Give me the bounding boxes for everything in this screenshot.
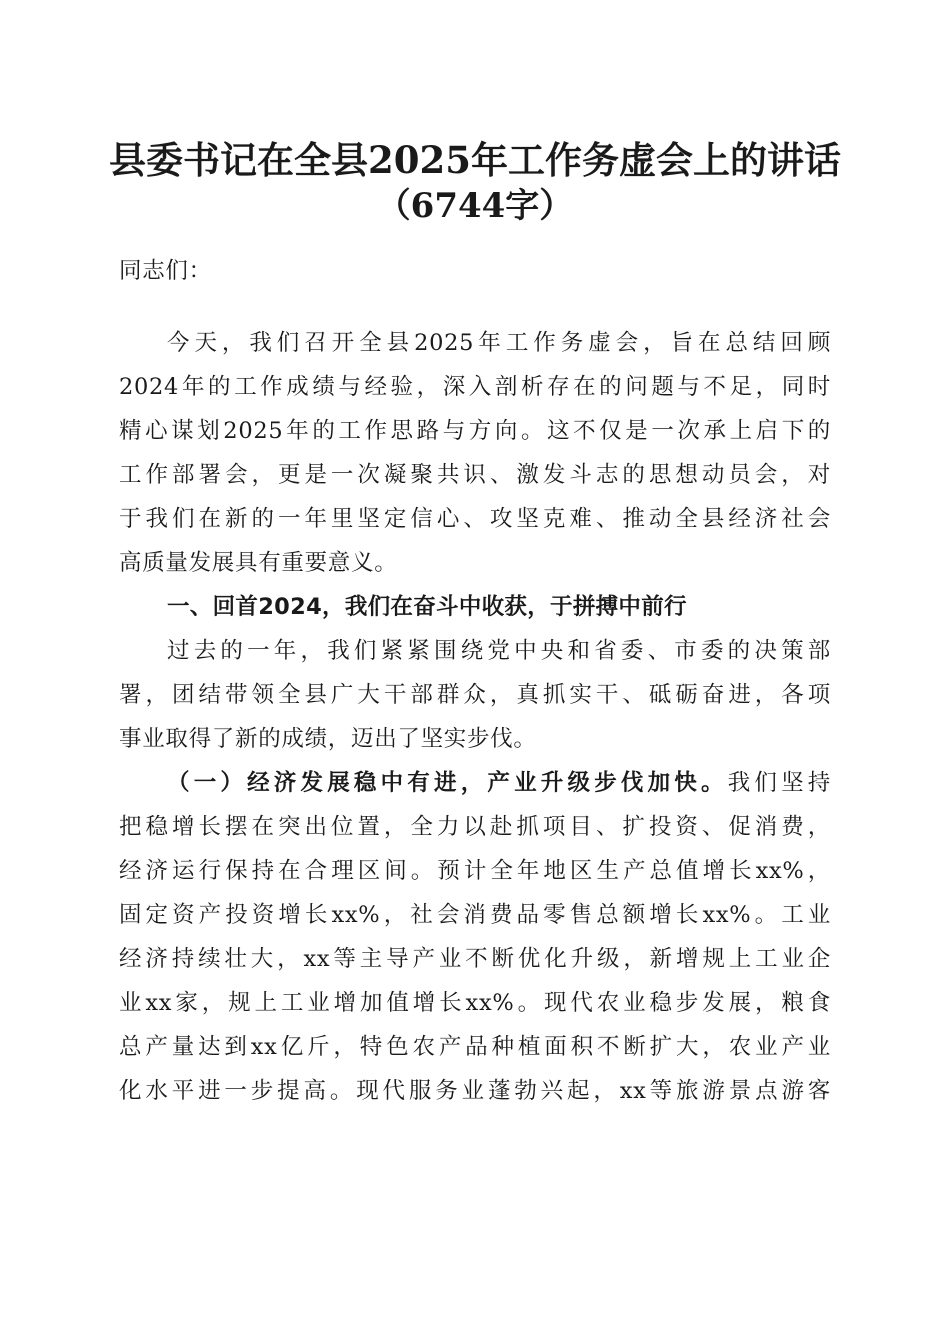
subsection-text: 我们坚持 bbox=[727, 770, 831, 796]
subsection-line bbox=[167, 766, 831, 800]
paragraph-line: 于我们在新的一年里坚定信心、攻坚克难、推动全县经济社会 bbox=[119, 506, 831, 532]
paragraph-line: 经济持续壮大，xx等主导产业不断优化升级，新增规上工业企 bbox=[119, 946, 831, 972]
paragraph-line: 署，团结带领全县广大干部群众，真抓实干、砥砺奋进，各项 bbox=[119, 682, 831, 708]
paragraph-line: 经济运行保持在合理区间。预计全年地区生产总值增长xx%， bbox=[119, 858, 831, 884]
paragraph-line: 今天，我们召开全县2025年工作务虚会，旨在总结回顾 bbox=[167, 330, 831, 356]
paragraph-line: 化水平进一步提高。现代服务业蓬勃兴起，xx等旅游景点游客 bbox=[119, 1078, 831, 1104]
salutation: 同志们： bbox=[119, 258, 212, 284]
paragraph-line: 总产量达到xx亿斤，特色农产品种植面积不断扩大，农业产业 bbox=[119, 1034, 831, 1060]
paragraph-line: 业xx家，规上工业增加值增长xx%。现代农业稳步发展，粮食 bbox=[119, 990, 831, 1016]
section-heading: 一、回首2024，我们在奋斗中收获，于拼搏中前行 bbox=[167, 594, 687, 620]
paragraph-line: 精心谋划2025年的工作思路与方向。这不仅是一次承上启下的 bbox=[119, 418, 831, 444]
document-title: 县委书记在全县2025年工作务虚会上的讲话 bbox=[109, 138, 841, 182]
paragraph-line: 高质量发展具有重要意义。 bbox=[119, 550, 398, 576]
paragraph-line: 工作部署会，更是一次凝聚共识、激发斗志的思想动员会，对 bbox=[119, 462, 831, 488]
subsection-heading: （一）经济发展稳中有进，产业升级步伐加快。 bbox=[167, 770, 728, 796]
paragraph-line: 过去的一年，我们紧紧围绕党中央和省委、市委的决策部 bbox=[167, 638, 831, 664]
paragraph-line: 把稳增长摆在突出位置，全力以赴抓项目、扩投资、促消费， bbox=[119, 814, 831, 840]
paragraph-line: 固定资产投资增长xx%，社会消费品零售总额增长xx%。工业 bbox=[119, 902, 831, 928]
paragraph-line: 事业取得了新的成绩，迈出了坚实步伐。 bbox=[119, 726, 537, 752]
document-word-count: （6744字） bbox=[376, 186, 574, 226]
paragraph-line: 2024年的工作成绩与经验，深入剖析存在的问题与不足，同时 bbox=[119, 374, 831, 400]
